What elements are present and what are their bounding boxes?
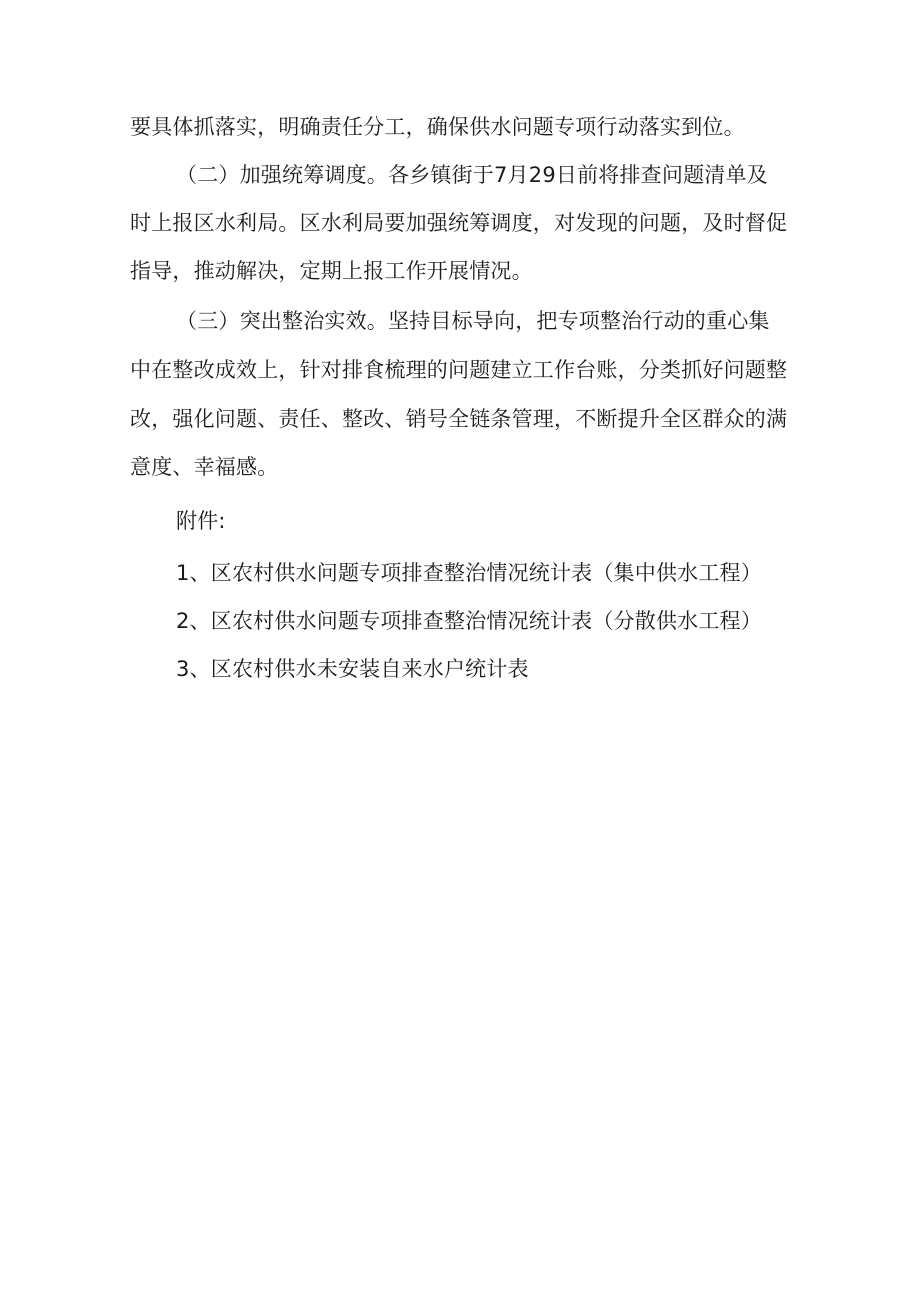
- paragraph-2-line-3: 指导，推动解决，定期上报工作开展情况。: [130, 259, 533, 283]
- paragraph-3-line-3: 改，强化问题、责任、整改、销号全链条管理，不断提升全区群众的满: [130, 407, 788, 431]
- attachments-heading: 附件:: [176, 509, 226, 533]
- paragraph-2-line-2: 时上报区水利局。区水利局要加强统筹调度，对发现的问题，及时督促: [130, 211, 788, 235]
- attachment-item-1: 1、区农村供水问题专项排查整治情况统计表（集中供水工程）: [176, 561, 762, 585]
- attachment-item-2: 2、区农村供水问题专项排查整治情况统计表（分散供水工程）: [176, 609, 762, 633]
- paragraph-3-line-2: 中在整改成效上，针对排食梳理的问题建立工作台账，分类抓好问题整: [130, 358, 788, 382]
- paragraph-2-line-1: （二）加强统筹调度。各乡镇街于7月29日前将排查问题清单及: [176, 163, 768, 187]
- paragraph-3-line-4: 意度、幸福感。: [130, 455, 279, 479]
- paragraph-1-line-1: 要具体抓落实，明确责任分工，确保供水问题专项行动落实到位。: [130, 115, 745, 139]
- attachment-item-3: 3、区农村供水未安装自来水户统计表: [176, 657, 529, 681]
- paragraph-3-line-1: （三）突出整治实效。坚持目标导向，把专项整治行动的重心集: [176, 309, 770, 333]
